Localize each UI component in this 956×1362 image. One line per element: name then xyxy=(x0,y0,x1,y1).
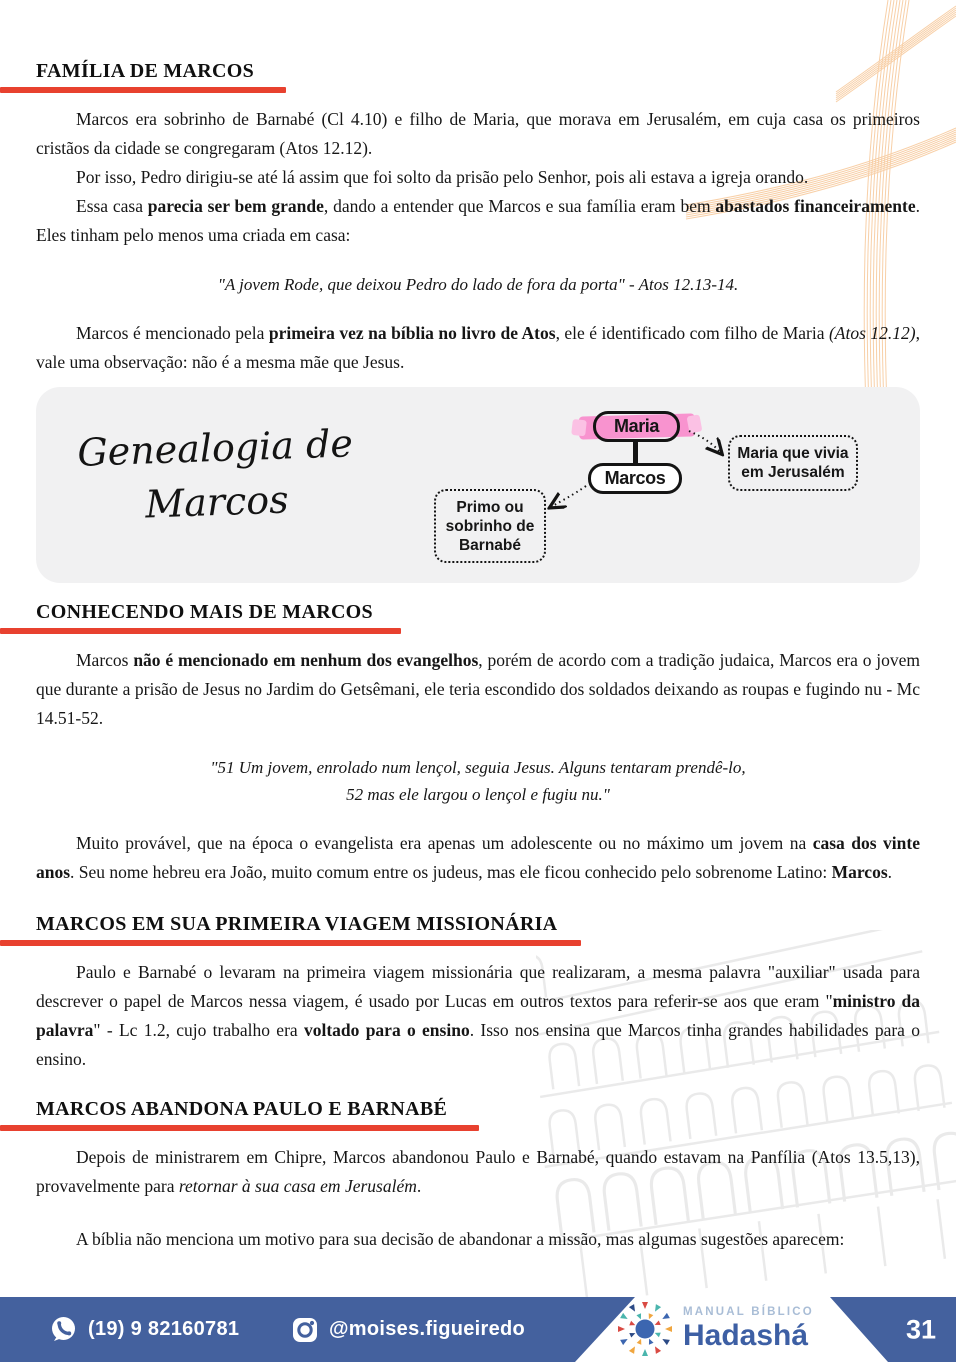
note-line: em Jerusalém xyxy=(741,464,845,481)
paragraph: Essa casa parecia ser bem grande, dando a entender que Marcos e sua família eram bem abastados financeiramente. Eles tinham pelo menos uma criada em casa: xyxy=(36,196,920,245)
diagram-arrows xyxy=(36,387,920,583)
document-content xyxy=(36,58,920,1254)
red-underline xyxy=(0,87,286,93)
page-footer xyxy=(0,1297,956,1362)
footer-instagram-handle: @moises.figueiredo xyxy=(329,1318,526,1340)
brand-text xyxy=(683,1307,814,1352)
genealogy-diagram-panel xyxy=(36,387,920,583)
section-title-conhecendo-mais: CONHECENDO MAIS DE MARCOS xyxy=(36,601,373,623)
note-line: Barnabé xyxy=(458,536,522,554)
bible-quote-jovem xyxy=(36,754,920,808)
paragraph: Marcos era sobrinho de Barnabé (Cl 4.10) e filho de Maria, que morava em Jerusalém, em cuja casa os primeiros cristãos da cidade se congregaram (Atos 12.12). xyxy=(36,109,920,158)
paragraph: Depois de ministrarem em Chipre, Marcos abandonou Paulo e Barnabé, quando estavam na Panfília (Atos 13.5,13), provavelmente para retornar à sua casa em Jerusalém. xyxy=(36,1147,920,1196)
diagram-node-maria: Maria xyxy=(593,411,680,442)
paragraph: A bíblia não menciona um motivo para sua decisão de abandonar a missão, mas algumas sugestões aparecem: xyxy=(76,1229,845,1249)
quote-line: 52 mas ele largou o lençol e fugiu nu." xyxy=(346,785,610,804)
paragraph: Marcos não é mencionado em nenhum dos evangelhos, porém de acordo com a tradição judaica, Marcos era o jovem que durante a prisão de Jesus no Jardim do Getsêmani, ele teria escondido dos soldados deixando as roupas e fugindo nu - Mc 14.51-52. xyxy=(36,650,921,728)
paragraph: Marcos é mencionado pela primeira vez na bíblia no livro de Atos, ele é identificado com filho de Maria (Atos 12.12), vale uma observação: não é a mesma mãe que Jesus. xyxy=(36,323,920,372)
diagram-title-line1: Genealogia de xyxy=(76,421,354,475)
instagram-icon xyxy=(292,1317,318,1343)
section-title-primeira-viagem: MARCOS EM SUA PRIMEIRA VIAGEM MISSIONÁRIA xyxy=(36,913,558,935)
diagram-node-marcos: Marcos xyxy=(588,463,682,494)
paragraph: Por isso, Pedro dirigiu-se até lá assim que foi solto da prisão pelo Senhor, pois ali estava a igreja orando. xyxy=(76,167,809,187)
red-underline xyxy=(0,628,401,634)
note-line: Primo ou xyxy=(456,498,524,516)
brand-starburst-icon xyxy=(616,1300,674,1358)
quote-line: "51 Um jovem, enrolado num lençol, seguia Jesus. Alguns tentaram prendê-lo, xyxy=(210,758,746,777)
page-number: 31 xyxy=(905,1314,936,1344)
section-title-familia-de-marcos: FAMÍLIA DE MARCOS xyxy=(36,60,255,82)
paragraph: Paulo e Barnabé o levaram na primeira viagem missionária que realizaram, a mesma palavra "auxiliar" usada para descrever o papel de Marcos nessa viagem, é usado por Lucas em outros textos para referir-se aos que eram "ministro da palavra" - Lc 1.2, cujo trabalho era voltado para o ensino. Isso nos ensina que Marcos tinha grandes habilidades para o ensino. xyxy=(36,962,920,1069)
bible-quote-rode: "A jovem Rode, que deixou Pedro do lado de fora da porta" - Atos 12.13-14. xyxy=(217,275,739,294)
arrow-marcos-to-note xyxy=(551,486,586,507)
paragraph: Muito provável, que na época o evangelista era apenas um adolescente ou no máximo um jovem na casa dos vinte anos. Seu nome hebreu era João, muito comum entre os judeus, mas ele ficou conhecido pelo sobrenome Latino: Marcos. xyxy=(36,833,920,882)
whatsapp-icon xyxy=(50,1316,77,1343)
note-line: Maria que vivia xyxy=(737,445,849,462)
footer-instagram xyxy=(292,1297,525,1362)
red-underline xyxy=(0,1125,479,1131)
brand-name: Hadashá xyxy=(683,1319,809,1353)
brand-label: MANUAL BÍBLICO xyxy=(683,1305,814,1318)
diagram-title-line2: Marcos xyxy=(144,477,290,527)
arrow-maria-to-note xyxy=(689,431,721,453)
red-underline xyxy=(0,940,581,946)
footer-phone xyxy=(50,1297,239,1362)
note-line: sobrinho de xyxy=(445,517,535,535)
brand-logo xyxy=(616,1300,814,1358)
section-title-abandona-paulo: MARCOS ABANDONA PAULO E BARNABÉ xyxy=(36,1098,448,1120)
footer-phone-number: (19) 9 82160781 xyxy=(88,1318,240,1340)
